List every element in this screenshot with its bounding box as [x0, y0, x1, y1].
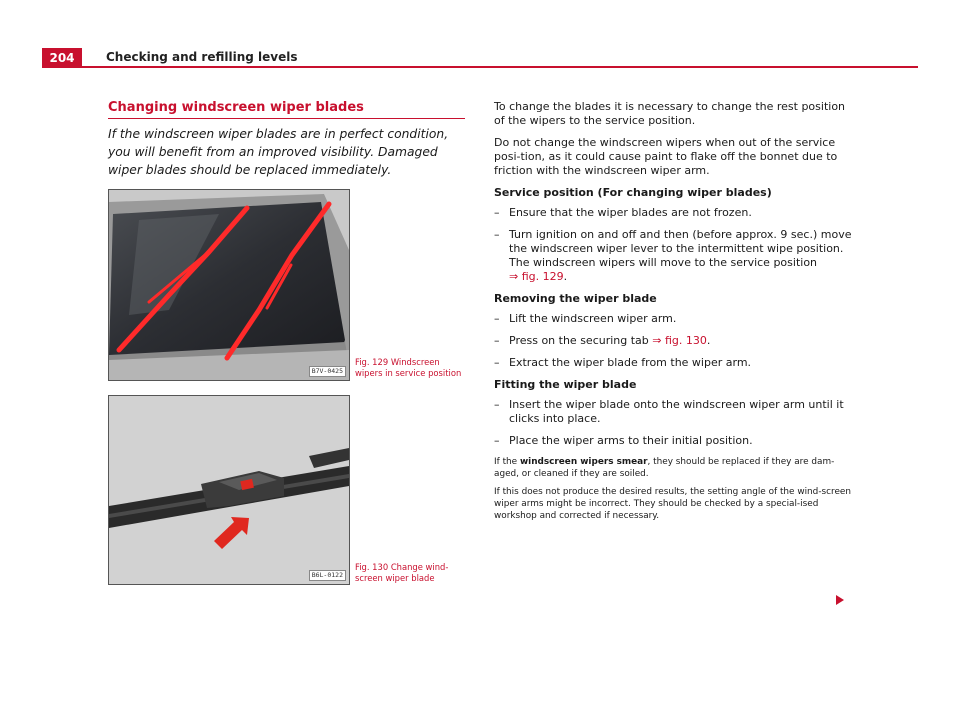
body-text: [494, 100, 854, 528]
period: .: [706, 334, 711, 347]
header-rule: [82, 66, 918, 68]
figure-code: B6L-0122: [309, 570, 346, 581]
list-item: [494, 334, 854, 348]
dash: –: [494, 206, 500, 219]
item-text: Ensure that the wiper blades are not frozen.: [509, 206, 752, 219]
list-item: [494, 312, 854, 326]
item-text: Press on the securing tab: [509, 334, 649, 347]
section-rule: [108, 118, 465, 119]
dash: –: [494, 356, 500, 369]
item-text: Turn ignition on and off and then (before approx. 9 sec.) move the windscreen wiper lever to the intermittent wipe position. The windscreen wipers will move to the service position: [509, 228, 852, 269]
list-item: [494, 398, 854, 426]
note-bold: windscreen wipers smear: [519, 457, 648, 467]
period: .: [563, 270, 568, 283]
final-note: If this does not produce the desired results, the setting angle of the wind-screen wiper arms might be incorrect. They should be checked by a special-ised workshop and corrected if necessary.: [494, 487, 852, 521]
dash: –: [494, 434, 500, 447]
fitting-heading: Fitting the wiper blade: [494, 378, 637, 391]
paragraph: Do not change the windscreen wipers when out of the service posi-tion, as it could cause paint to flake off the bonnet due to friction with the windscreen wiper arm.: [494, 136, 838, 177]
note-text: If the: [494, 457, 520, 467]
dash: –: [494, 228, 500, 241]
page-number: 204: [42, 48, 82, 68]
paragraph: To change the blades it is necessary to change the rest position of the wipers to the service position.: [494, 100, 846, 127]
dash: –: [494, 334, 500, 347]
section-title: Changing windscreen wiper blades: [108, 100, 364, 115]
list-item: [494, 356, 854, 370]
smear-note: [494, 456, 854, 480]
figure-link[interactable]: ⇒ fig. 130: [652, 334, 707, 347]
continue-arrow-icon: [836, 595, 844, 605]
figure-129-image: [108, 189, 350, 381]
figure-130-image: [108, 395, 350, 585]
figure-link[interactable]: ⇒ fig. 129: [509, 270, 564, 283]
figure-code: B7V-0425: [309, 366, 346, 377]
service-heading: Service position (For changing wiper blades): [494, 186, 772, 199]
list-item: [494, 434, 854, 448]
note-text: , they should be replaced if they are dam-aged, or cleaned if they are soiled.: [494, 457, 835, 479]
dash: –: [494, 312, 500, 325]
item-text: Place the wiper arms to their initial position.: [509, 434, 753, 447]
windscreen-illustration: [109, 190, 349, 380]
item-text: Extract the wiper blade from the wiper arm.: [509, 356, 752, 369]
dash: –: [494, 398, 500, 411]
figure-130-caption: Fig. 130 Change wind-screen wiper blade: [355, 562, 449, 583]
item-text: Lift the windscreen wiper arm.: [509, 312, 677, 325]
section-intro: If the windscreen wiper blades are in perfect condition, you will benefit from an improved visibility. Damaged wiper blades should be replaced immediately.: [108, 127, 449, 177]
figure-129-caption: Fig. 129 Windscreen wipers in service position: [355, 357, 462, 378]
list-item: [494, 206, 854, 220]
item-text: Insert the wiper blade onto the windscreen wiper arm until it clicks into place.: [509, 398, 844, 425]
wiper-blade-illustration: [109, 396, 349, 584]
removing-heading: Removing the wiper blade: [494, 292, 657, 305]
list-item: [494, 228, 854, 284]
running-title: Checking and refilling levels: [106, 50, 298, 64]
